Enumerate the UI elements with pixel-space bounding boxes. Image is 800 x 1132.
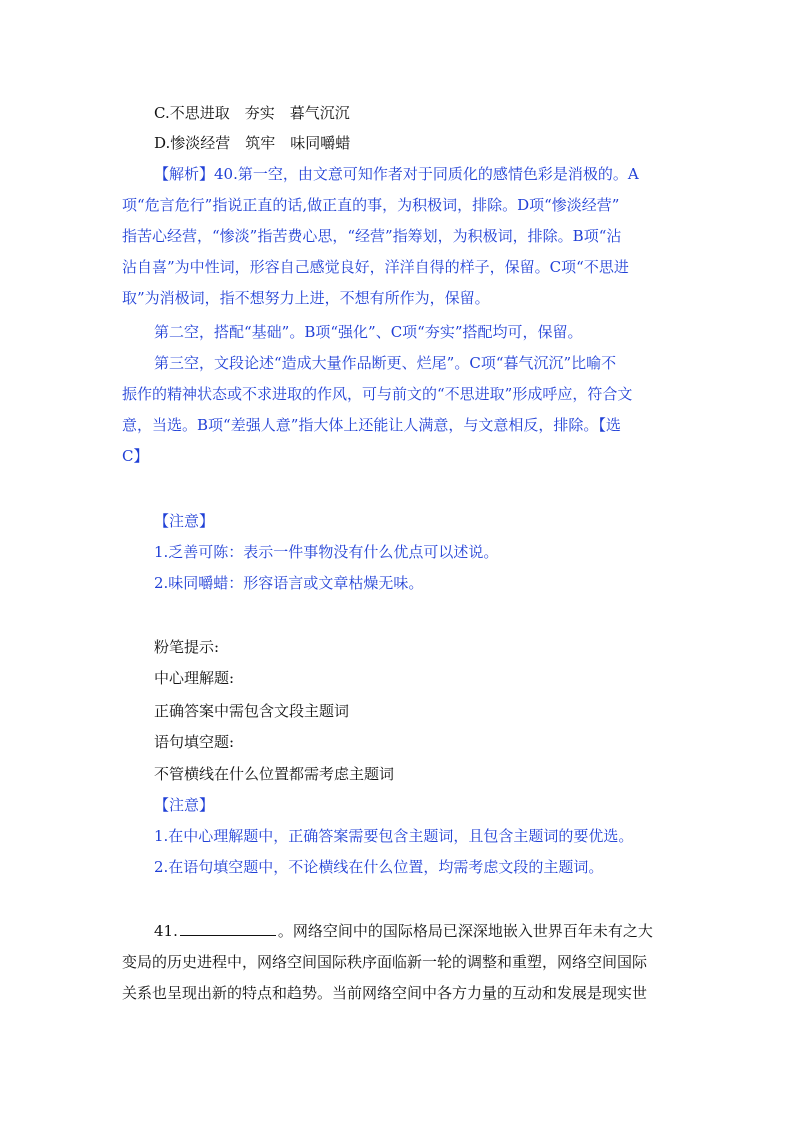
tips-title: 粉笔提示: <box>154 638 220 656</box>
question-text-line: 关系也呈现出新的特点和趋势。当前网络空间中各方力量的互动和发展是现实世 <box>122 984 648 1002</box>
question-text: 。网络空间中的国际格局已深深地嵌入世界百年未有之大 <box>277 922 653 940</box>
tips-line: 语句填空题: <box>154 733 235 751</box>
analysis-line: 沾自喜”为中性词，形容自己感觉良好，洋洋自得的样子，保留。C项“不思进 <box>122 258 629 276</box>
option-d: D.惨淡经营 筑牢 味同嚼蜡 <box>154 134 351 152</box>
analysis-line: 指苦心经营，“惨淡”指苦费心思，“经营”指筹划，为积极词，排除。B项“沾 <box>122 227 622 245</box>
note-item: 2.味同嚼蜡：形容语言或文章枯燥无味。 <box>154 574 424 592</box>
analysis-line: C】 <box>122 447 149 465</box>
note-item: 1.乏善可陈：表示一件事物没有什么优点可以述说。 <box>154 543 499 561</box>
answer-blank <box>180 921 276 936</box>
tips-line: 正确答案中需包含文段主题词 <box>154 702 350 720</box>
note-title: 【注意】 <box>154 796 215 814</box>
analysis-line: 意，当选。B项“差强人意”指大体上还能让人满意，与文意相反，排除。【选 <box>122 416 621 434</box>
tips-line: 中心理解题: <box>154 669 235 687</box>
option-c: C.不思进取 夯实 暮气沉沉 <box>154 104 350 122</box>
note-item: 1.在中心理解题中，正确答案需要包含主题词，且包含主题词的要优选。 <box>154 827 634 845</box>
question-text-line: 变局的历史进程中，网络空间国际秩序面临新一轮的调整和重塑，网络空间国际 <box>122 953 648 971</box>
analysis-line: 第二空，搭配“基础”。B项“强化”、C项“夯实”搭配均可，保留。 <box>154 323 583 341</box>
analysis-line: 振作的精神状态或不求进取的作风，可与前文的“不思进取”形成呼应，符合文 <box>122 385 633 403</box>
tips-line: 不管横线在什么位置都需考虑主题词 <box>154 765 395 783</box>
question-number: 41. <box>154 922 178 940</box>
analysis-line: 第三空，文段论述“造成大量作品断更、烂尾”。C项“暮气沉沉”比喻不 <box>154 354 617 372</box>
analysis-line: 项“危言危行”指说正直的话,做正直的事，为积极词，排除。D项“惨淡经营” <box>122 196 620 214</box>
note-item: 2.在语句填空题中，不论横线在什么位置，均需考虑文段的主题词。 <box>154 858 604 876</box>
analysis-line: 取”为消极词，指不想努力上进，不想有所作为，保留。 <box>122 289 490 307</box>
question-41-line <box>154 921 653 941</box>
note-title: 【注意】 <box>154 512 215 530</box>
analysis-line: 【解析】40.第一空，由文意可知作者对于同质化的感情色彩是消极的。A <box>154 165 639 183</box>
